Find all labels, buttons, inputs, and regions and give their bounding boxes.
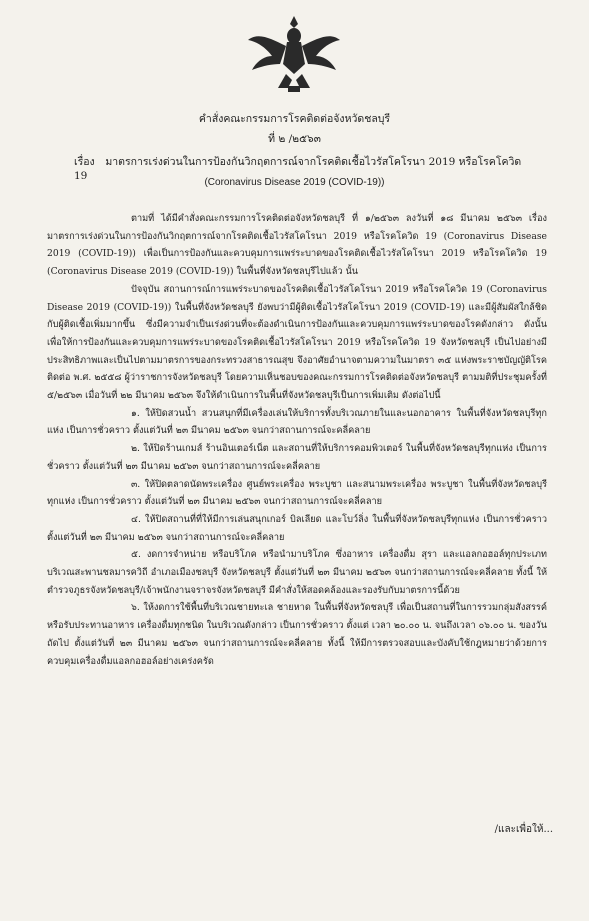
measure-item-3: ๓. ให้ปิดตลาดนัดพระเครื่อง ศูนย์พระเครื่อง พระบูชา และสนามพระเครื่อง พระบูชา ในพื้นที่จังหวัดชลบุรีทุกแห่ง เป็นการชั่วคราว ตั้งแต่วันที่ ๒๓ มีนาคม ๒๕๖๓ จนกว่าสถานการณ์จะคลี่คลาย <box>47 478 547 508</box>
subject-text: มาตรการเร่งด่วนในการป้องกันวิกฤตการณ์จากโรคติดเชื้อไวรัสโคโรนา 2019 หรือโรคโควิด 19 <box>74 156 522 182</box>
order-number: ที่ ๒ /๒๕๖๓ <box>268 133 321 145</box>
measure-item-6: ๖. ให้งดการใช้พื้นที่บริเวณชายทะเล ชายหาด ในพื้นที่จังหวัดชลบุรี เพื่อเป็นสถานที่ในการรวมกลุ่มสังสรรค์ หรือรับประทานอาหาร เครื่องดื่มทุกชนิด ในบริเวณดังกล่าว เป็นการชั่วคราว ตั้งแต่ เวลา ๒๐.๐๐ น. จนถึงเวลา ๐๖.๐๐ น. ของวันถัดไป ตั้งแต่วันที่ ๒๓ มีนาคม ๒๕๖๓ จนกว่าสถานการณ์จะคลี่คลาย ทั้งนี้ ให้มีการตรวจสอบและบังคับใช้กฎหมายว่าด้วยการควบคุมเครื่องดื่มแอลกอฮอล์อย่างเคร่งครัด <box>47 602 547 667</box>
measure-item-1: ๑. ให้ปิดสวนน้ำ สวนสนุกที่มีเครื่องเล่นให้บริการทั้งบริเวณภายในและนอกอาคาร ในพื้นที่จังหวัดชลบุรีทุกแห่ง เป็นการชั่วคราว ตั้งแต่วันที่ ๒๓ มีนาคม ๒๕๖๓ จนกว่าสถานการณ์จะคลี่คลาย <box>47 407 547 437</box>
subject-label: เรื่อง <box>74 156 95 168</box>
measure-item-4: ๔. ให้ปิดสถานที่ที่ให้มีการเล่นสนุกเกอร์ บิลเลียด และโบว์ลิ่ง ในพื้นที่จังหวัดชลบุรีทุกแห่ง เป็นการชั่วคราว ตั้งแต่วันที่ ๒๓ มีนาคม ๒๕๖๓ จนกว่าสถานการณ์จะคลี่คลาย <box>47 513 547 543</box>
intro-paragraph-2: ปัจจุบัน สถานการณ์การแพร่ระบาดของโรคติดเชื้อไวรัสโคโรนา 2019 หรือโรคโควิด 19 (Coronavirus Disease 2019 (COVID-19)) ในพื้นที่จังหวัดชลบุรี ยังพบว่ามีผู้ติดเชื้อไวรัสโคโรนา 2019 (COVID-19) และมีผู้สัมผัสใกล้ชิดกับผู้ติดเชื้อเพิ่มมากขึ้น ซึ่งมีความจำเป็นเร่งด่วนที่จะต้องดำเนินการป้องกันและควบคุมการแพร่ระบาดของโรคดังกล่าว ดังนั้น เพื่อให้การป้องกันและควบคุมการแพร่ระบาดของโรคติดเชื้อไวรัสโคโรนา 2019 หรือโรคโควิด 19 จังหวัดชลบุรี เป็นไปอย่างมีประสิทธิภาพและเป็นไปตามมาตรการของกระทรวงสาธารณสุข จึงอาศัยอำนาจตามความในมาตรา ๓๕ แห่งพระราชบัญญัติโรคติดต่อ พ.ศ. ๒๕๕๘ ผู้ว่าราชการจังหวัดชลบุรี โดยความเห็นชอบของคณะกรรมการโรคติดต่อจังหวัดชลบุรี ตามมติที่ประชุมครั้งที่ ๕/๒๕๖๓ เมื่อวันที่ ๒๒ มีนาคม ๒๕๖๓ จึงให้ดำเนินการในพื้นที่จังหวัดชลบุรีเป็นการเพิ่มเติม ดังต่อไปนี้ <box>47 283 547 402</box>
measure-item-5: ๕. งดการจำหน่าย หรือบริโภค หรือนำมาบริโภค ซึ่งอาหาร เครื่องดื่ม สุรา และแอลกอฮอล์ทุกประเภท บริเวณสะพานชลมารควิถี อำเภอเมืองชลบุรี จังหวัดชลบุรี ตั้งแต่วันที่ ๒๓ มีนาคม ๒๕๖๓ จนกว่าสถานการณ์จะคลี่คลาย ทั้งนี้ ให้ตำรวจภูธรจังหวัดชลบุรี/เจ้าพนักงานจราจรจังหวัดชลบุรี มีคำสั่งให้สอดคล้องและรองรับกับมาตรการนี้ด้วย <box>47 549 547 596</box>
intro-paragraph-1: ตามที่ ได้มีคำสั่งคณะกรรมการโรคติดต่อจังหวัดชลบุรี ที่ ๑/๒๕๖๓ ลงวันที่ ๑๘ มีนาคม ๒๕๖๓ เรื่อง มาตรการเร่งด่วนในการป้องกันวิกฤตการณ์จากโรคติดเชื้อไวรัสโคโรนา 2019 หรือโรคโควิด 19 (Coronavirus Disease 2019 (COVID-19)) เพื่อเป็นการป้องกันและควบคุมการแพร่ระบาดของโรคติดเชื้อไวรัสโคโรนา 2019 หรือโรคโควิด 19 (Coronavirus Disease 2019 (COVID-19)) ในพื้นที่จังหวัดชลบุรีไปแล้ว นั้น <box>47 213 547 278</box>
subject-english: (Coronavirus Disease 2019 (COVID-19)) <box>204 177 385 188</box>
continuation-marker: /และเพื่อให้... <box>494 824 553 835</box>
document-body <box>47 210 547 670</box>
order-title: คำสั่งคณะกรรมการโรคติดต่อจังหวัดชลบุรี <box>198 113 391 125</box>
garuda-emblem-icon <box>246 12 342 96</box>
measure-item-2: ๒. ให้ปิดร้านเกมส์ ร้านอินเตอร์เน็ต และสถานที่ให้บริการคอมพิวเตอร์ ในพื้นที่จังหวัดชลบุรีทุกแห่ง เป็นการชั่วคราว ตั้งแต่วันที่ ๒๓ มีนาคม ๒๕๖๓ จนกว่าสถานการณ์จะคลี่คลาย <box>47 443 547 472</box>
